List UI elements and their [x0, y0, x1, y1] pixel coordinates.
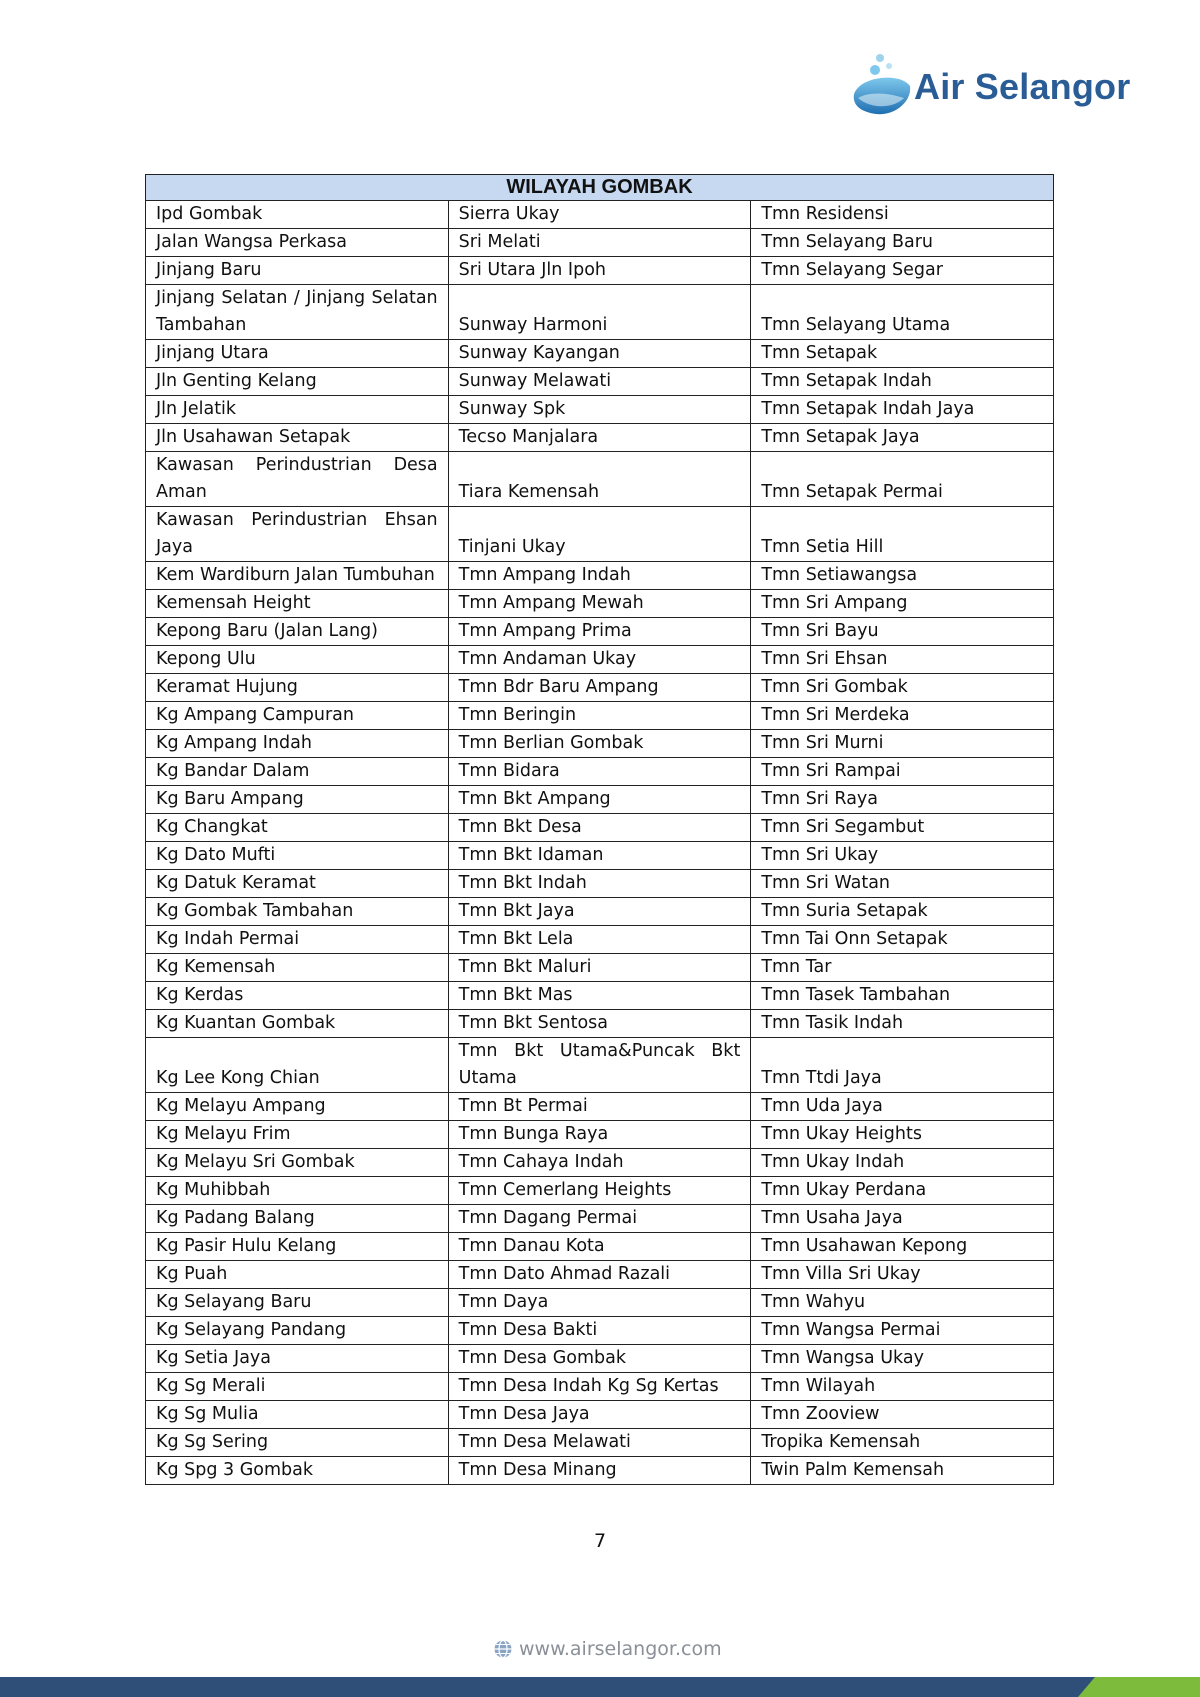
table-cell: Ipd Gombak [146, 201, 449, 229]
table-row [146, 814, 1054, 842]
table-cell: Twin Palm Kemensah [751, 1457, 1054, 1485]
footer-url-text[interactable]: www.airselangor.com [519, 1638, 722, 1660]
footer-color-band [0, 1677, 1200, 1697]
table-cell: Tmn Residensi [751, 201, 1054, 229]
table-cell: Tmn Berlian Gombak [448, 730, 751, 758]
table-row [146, 507, 1054, 562]
table-cell: Tmn Ukay Perdana [751, 1177, 1054, 1205]
table-cell: Tmn Daya [448, 1289, 751, 1317]
table-cell: Tmn Bkt Mas [448, 982, 751, 1010]
table-cell: Tmn Bkt Lela [448, 926, 751, 954]
table-cell: Tmn Sri Gombak [751, 674, 1054, 702]
table-row [146, 424, 1054, 452]
table-cell: Tmn Selayang Baru [751, 229, 1054, 257]
table-cell: Tmn Villa Sri Ukay [751, 1261, 1054, 1289]
table-cell: Kg Dato Mufti [146, 842, 449, 870]
table-cell: Kg Puah [146, 1261, 449, 1289]
table-cell: Tmn Sri Ehsan [751, 646, 1054, 674]
table-cell: Tmn Sri Ampang [751, 590, 1054, 618]
table-cell: Tmn Bunga Raya [448, 1121, 751, 1149]
table-title: WILAYAH GOMBAK [146, 175, 1054, 201]
table-cell: Jinjang Baru [146, 257, 449, 285]
table-header-row [146, 175, 1054, 201]
table-cell: Tropika Kemensah [751, 1429, 1054, 1457]
table-cell: Kg Melayu Sri Gombak [146, 1149, 449, 1177]
table-row [146, 368, 1054, 396]
table-cell: Tmn Ukay Indah [751, 1149, 1054, 1177]
table-row [146, 730, 1054, 758]
table-cell: Tmn Tar [751, 954, 1054, 982]
table-cell: Tmn Selayang Segar [751, 257, 1054, 285]
area-table [145, 174, 1054, 1485]
table-row [146, 926, 1054, 954]
table-body [146, 201, 1054, 1485]
table-row [146, 590, 1054, 618]
table-row [146, 1038, 1054, 1093]
table-cell: Tmn Andaman Ukay [448, 646, 751, 674]
table-row [146, 1429, 1054, 1457]
table-row [146, 1010, 1054, 1038]
table-cell: Tmn Sri Ukay [751, 842, 1054, 870]
table-cell: Tmn Ttdi Jaya [751, 1038, 1054, 1093]
table-row [146, 842, 1054, 870]
table-row [146, 618, 1054, 646]
table-row [146, 257, 1054, 285]
table-row [146, 786, 1054, 814]
table-cell: Tmn Sri Bayu [751, 618, 1054, 646]
table-cell: Tmn Usahawan Kepong [751, 1233, 1054, 1261]
table-cell: Keramat Hujung [146, 674, 449, 702]
table-cell: Tecso Manjalara [448, 424, 751, 452]
table-cell: Tmn Desa Bakti [448, 1317, 751, 1345]
table-cell: Tmn Suria Setapak [751, 898, 1054, 926]
table-cell: Tmn Ampang Mewah [448, 590, 751, 618]
table-cell: Kepong Ulu [146, 646, 449, 674]
table-cell: Kg Sg Merali [146, 1373, 449, 1401]
table-cell: Tmn Tasek Tambahan [751, 982, 1054, 1010]
table-cell: Kg Bandar Dalam [146, 758, 449, 786]
table-row [146, 201, 1054, 229]
table-cell: Jln Jelatik [146, 396, 449, 424]
table-cell: Tmn Desa Minang [448, 1457, 751, 1485]
table-cell: Tmn Setapak Indah [751, 368, 1054, 396]
table-cell: Kg Gombak Tambahan [146, 898, 449, 926]
table-cell: Tmn Bkt Jaya [448, 898, 751, 926]
table-cell: Tmn Zooview [751, 1401, 1054, 1429]
table-cell: Kg Ampang Indah [146, 730, 449, 758]
table-cell: Tmn Ampang Indah [448, 562, 751, 590]
table-cell: Tmn Bkt Idaman [448, 842, 751, 870]
table-row [146, 1401, 1054, 1429]
table-cell: Tinjani Ukay [448, 507, 751, 562]
table-row [146, 285, 1054, 340]
table-cell: Kg Melayu Ampang [146, 1093, 449, 1121]
table-row [146, 646, 1054, 674]
table-row [146, 1289, 1054, 1317]
table-cell: Tmn Sri Raya [751, 786, 1054, 814]
globe-icon [493, 1639, 513, 1659]
table-row [146, 1149, 1054, 1177]
table-cell: Kg Spg 3 Gombak [146, 1457, 449, 1485]
table-cell: Tiara Kemensah [448, 452, 751, 507]
table-cell: Tmn Bt Permai [448, 1093, 751, 1121]
table-cell: Sunway Spk [448, 396, 751, 424]
table-cell: Tmn Dato Ahmad Razali [448, 1261, 751, 1289]
table-cell: Tmn Selayang Utama [751, 285, 1054, 340]
table-cell: Tmn Ampang Prima [448, 618, 751, 646]
table-cell: Tmn Wahyu [751, 1289, 1054, 1317]
table-row [146, 1345, 1054, 1373]
table-row [146, 870, 1054, 898]
table-cell: Tmn Desa Gombak [448, 1345, 751, 1373]
table-cell: Tmn Cemerlang Heights [448, 1177, 751, 1205]
table-cell: Kepong Baru (Jalan Lang) [146, 618, 449, 646]
table-row [146, 1373, 1054, 1401]
table-cell: Sunway Harmoni [448, 285, 751, 340]
table-cell: Tmn Setapak Jaya [751, 424, 1054, 452]
table-cell: Kg Setia Jaya [146, 1345, 449, 1373]
table-cell: Kemensah Height [146, 590, 449, 618]
table-row [146, 954, 1054, 982]
table-cell: Kg Indah Permai [146, 926, 449, 954]
table-cell: Sri Melati [448, 229, 751, 257]
table-row [146, 1261, 1054, 1289]
table-cell: Tmn Bidara [448, 758, 751, 786]
table-cell: Tmn Setia Hill [751, 507, 1054, 562]
table-cell: Kg Selayang Baru [146, 1289, 449, 1317]
table-cell: Kg Melayu Frim [146, 1121, 449, 1149]
table-cell: Kg Baru Ampang [146, 786, 449, 814]
table-cell: Tmn Bdr Baru Ampang [448, 674, 751, 702]
table-cell: Jln Usahawan Setapak [146, 424, 449, 452]
table-cell: Tmn Setapak [751, 340, 1054, 368]
table-cell: Tmn Uda Jaya [751, 1093, 1054, 1121]
table-cell: Kg Sg Mulia [146, 1401, 449, 1429]
table-row [146, 674, 1054, 702]
table-cell: Tmn Bkt Ampang [448, 786, 751, 814]
table-cell: Tmn Wangsa Ukay [751, 1345, 1054, 1373]
table-cell: Sunway Melawati [448, 368, 751, 396]
page-number: 7 [593, 1530, 607, 1552]
table-cell: Kem Wardiburn Jalan Tumbuhan [146, 562, 449, 590]
table-cell: Kg Muhibbah [146, 1177, 449, 1205]
table-cell: Tmn Danau Kota [448, 1233, 751, 1261]
table-cell: Tmn Tasik Indah [751, 1010, 1054, 1038]
table-row [146, 1233, 1054, 1261]
table-cell: Kg Padang Balang [146, 1205, 449, 1233]
water-drop-icon [850, 52, 914, 122]
table-cell: Jinjang Selatan / Jinjang Selatan Tambahan [146, 285, 449, 340]
table-row [146, 562, 1054, 590]
table-cell: Kawasan Perindustrian Desa Aman [146, 452, 449, 507]
table-cell: Sierra Ukay [448, 201, 751, 229]
table-row [146, 396, 1054, 424]
table-cell: Tmn Dagang Permai [448, 1205, 751, 1233]
table-cell: Tmn Desa Jaya [448, 1401, 751, 1429]
table-cell: Tmn Setapak Indah Jaya [751, 396, 1054, 424]
brand-name: Air Selangor [914, 66, 1131, 107]
table-cell: Jln Genting Kelang [146, 368, 449, 396]
table-cell: Sri Utara Jln Ipoh [448, 257, 751, 285]
table-row [146, 340, 1054, 368]
table-row [146, 452, 1054, 507]
footer-website[interactable] [493, 1637, 722, 1661]
table-row [146, 758, 1054, 786]
table-cell: Tmn Setiawangsa [751, 562, 1054, 590]
table-row [146, 1121, 1054, 1149]
table-cell: Kg Lee Kong Chian [146, 1038, 449, 1093]
table-cell: Tmn Bkt Maluri [448, 954, 751, 982]
table-cell: Tmn Wangsa Permai [751, 1317, 1054, 1345]
table-cell: Tmn Desa Melawati [448, 1429, 751, 1457]
table-cell: Jalan Wangsa Perkasa [146, 229, 449, 257]
table-row [146, 1205, 1054, 1233]
table-cell: Tmn Tai Onn Setapak [751, 926, 1054, 954]
air-selangor-logo [850, 52, 1140, 122]
table-cell: Tmn Usaha Jaya [751, 1205, 1054, 1233]
table-cell: Tmn Bkt Indah [448, 870, 751, 898]
table-cell: Tmn Ukay Heights [751, 1121, 1054, 1149]
table-cell: Jinjang Utara [146, 340, 449, 368]
table-cell: Tmn Cahaya Indah [448, 1149, 751, 1177]
table-row [146, 1317, 1054, 1345]
table-cell: Tmn Bkt Sentosa [448, 1010, 751, 1038]
table-cell: Tmn Sri Segambut [751, 814, 1054, 842]
table-row [146, 898, 1054, 926]
table-cell: Tmn Sri Murni [751, 730, 1054, 758]
table-row [146, 1093, 1054, 1121]
table-cell: Tmn Beringin [448, 702, 751, 730]
table-cell: Tmn Wilayah [751, 1373, 1054, 1401]
table-cell: Tmn Sri Rampai [751, 758, 1054, 786]
table-cell: Tmn Sri Watan [751, 870, 1054, 898]
table-cell: Kg Pasir Hulu Kelang [146, 1233, 449, 1261]
table-row [146, 1457, 1054, 1485]
table-cell: Kg Kerdas [146, 982, 449, 1010]
table-cell: Tmn Bkt Utama&Puncak Bkt Utama [448, 1038, 751, 1093]
table-row [146, 982, 1054, 1010]
table-cell: Kg Kuantan Gombak [146, 1010, 449, 1038]
table-row [146, 229, 1054, 257]
table-cell: Kg Datuk Keramat [146, 870, 449, 898]
table-cell: Kg Sg Sering [146, 1429, 449, 1457]
table-cell: Kg Ampang Campuran [146, 702, 449, 730]
table-cell: Tmn Sri Merdeka [751, 702, 1054, 730]
table-cell: Tmn Bkt Desa [448, 814, 751, 842]
table-cell: Kg Selayang Pandang [146, 1317, 449, 1345]
table-row [146, 1177, 1054, 1205]
table-cell: Kg Kemensah [146, 954, 449, 982]
table-cell: Kg Changkat [146, 814, 449, 842]
table-cell: Sunway Kayangan [448, 340, 751, 368]
table-row [146, 702, 1054, 730]
table-cell: Tmn Desa Indah Kg Sg Kertas [448, 1373, 751, 1401]
table-cell: Kawasan Perindustrian Ehsan Jaya [146, 507, 449, 562]
table-cell: Tmn Setapak Permai [751, 452, 1054, 507]
